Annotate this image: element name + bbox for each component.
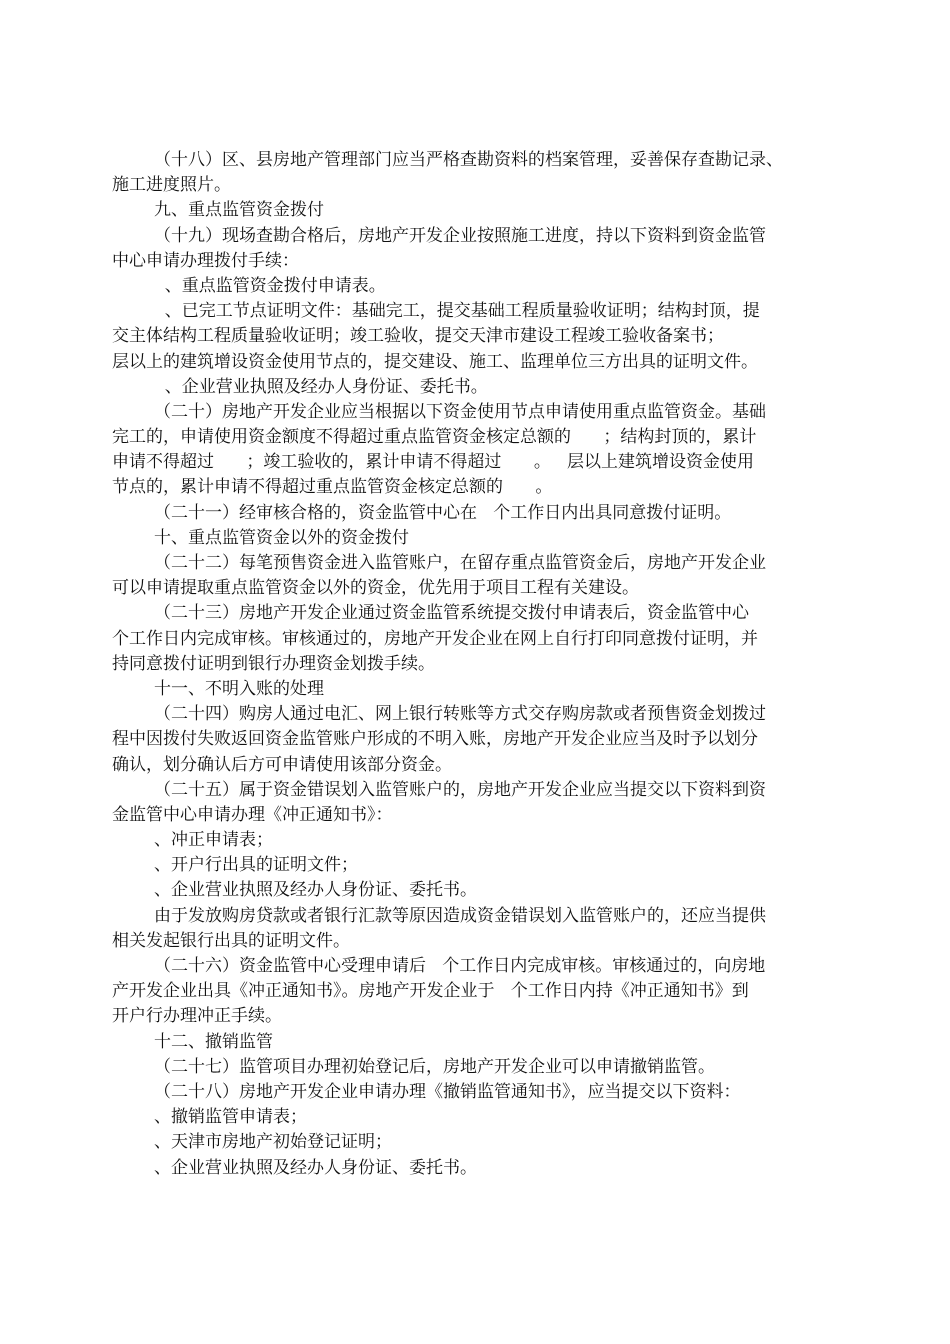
text-line: 、企业营业执照及经办人身份证、委托书。 [154,376,488,397]
text-line: 九、重点监管资金拨付 [154,200,324,221]
text-line: 中心申请办理拨付手续： [112,250,299,271]
text-line: 金监管中心申请办理《冲正通知书》： [112,804,393,825]
text-line: 、开户行出具的证明文件； [154,855,358,876]
text-line: 完工的，申请使用资金额度不得超过重点监管资金核定总额的 ；结构封顶的，累计 [112,427,757,448]
text-line: 确认，划分确认后方可申请使用该部分资金。 [112,754,452,775]
text-line: （二十五）属于资金错误划入监管账户的，房地产开发企业应当提交以下资料到资 [154,779,766,800]
text-line: 、重点监管资金拨付申请表。 [154,275,386,296]
text-line: （二十）房地产开发企业应当根据以下资金使用节点申请使用重点监管资金。基础 [154,401,766,422]
text-line: （二十八）房地产开发企业申请办理《撤销监管通知书》，应当提交以下资料： [154,1081,741,1102]
text-line: 、冲正申请表； [154,830,273,851]
text-line: 十、重点监管资金以外的资金拨付 [154,527,409,548]
text-line: 可以申请提取重点监管资金以外的资金，优先用于项目工程有关建设。 [112,578,639,599]
text-line: （二十七）监管项目办理初始登记后，房地产开发企业可以申请撤销监管。 [154,1056,715,1077]
text-line: 、企业营业执照及经办人身份证、委托书。 [154,1157,477,1178]
document-body [112,148,842,1181]
text-line: 十一、不明入账的处理 [154,678,324,699]
text-line: 申请不得超过 ；竣工验收的，累计申请不得超过 。 层以上建筑增设资金使用 [112,452,755,473]
text-line: （二十四）购房人通过电汇、网上银行转账等方式交存购房款或者预售资金划拨过 [154,704,766,725]
text-line: 交主体结构工程质量验收证明；竣工验收，提交天津市建设工程竣工验收备案书； [112,326,724,347]
text-line: 、企业营业执照及经办人身份证、委托书。 [154,880,477,901]
text-line: 个工作日内完成审核。审核通过的，房地产开发企业在网上自行打印同意拨付证明，并 [112,628,758,649]
text-line: （十八）区、县房地产管理部门应当严格查勘资料的档案管理，妥善保存查勘记录、 [154,150,783,170]
text-line: 程中因拨付失败返回资金监管账户形成的不明入账，房地产开发企业应当及时予以划分 [112,729,758,750]
text-line: 层以上的建筑增设资金使用节点的，提交建设、施工、监理单位三方出具的证明文件。 [112,351,758,372]
text-line: 施工进度照片。 [112,175,231,196]
text-line: （十九）现场查勘合格后，房地产开发企业按照施工进度，持以下资料到资金监管 [154,225,766,246]
text-line: 持同意拨付证明到银行办理资金划拨手续。 [112,653,435,674]
text-line: 、天津市房地产初始登记证明； [154,1132,392,1153]
text-line: （二十六）资金监管中心受理申请后 个工作日内完成审核。审核通过的，向房地 [154,956,766,976]
text-line: （二十二）每笔预售资金进入监管账户，在留存重点监管资金后，房地产开发企业 [154,553,766,573]
text-line: 产开发企业出具《冲正通知书》。房地产开发企业于 个工作日内持《冲正通知书》到 [112,981,749,1002]
text-line: 十二、撤销监管 [154,1031,273,1052]
text-line: 、撤销监管申请表； [154,1107,307,1128]
text-line: （二十三）房地产开发企业通过资金监管系统提交拨付申请表后，资金监管中心 [154,603,749,624]
text-line: 节点的，累计申请不得超过重点监管资金核定总额的 。 [112,477,553,498]
text-line: （二十一）经审核合格的，资金监管中心在 个工作日内出具同意拨付证明。 [154,502,732,523]
text-line: 、已完工节点证明文件：基础完工，提交基础工程质量验收证明；结构封顶，提 [154,301,760,322]
text-line: 相关发起银行出具的证明文件。 [112,930,350,951]
text-line: 开户行办理冲正手续。 [112,1006,282,1027]
text-line: 由于发放购房贷款或者银行汇款等原因造成资金错误划入监管账户的，还应当提供 [154,905,766,926]
